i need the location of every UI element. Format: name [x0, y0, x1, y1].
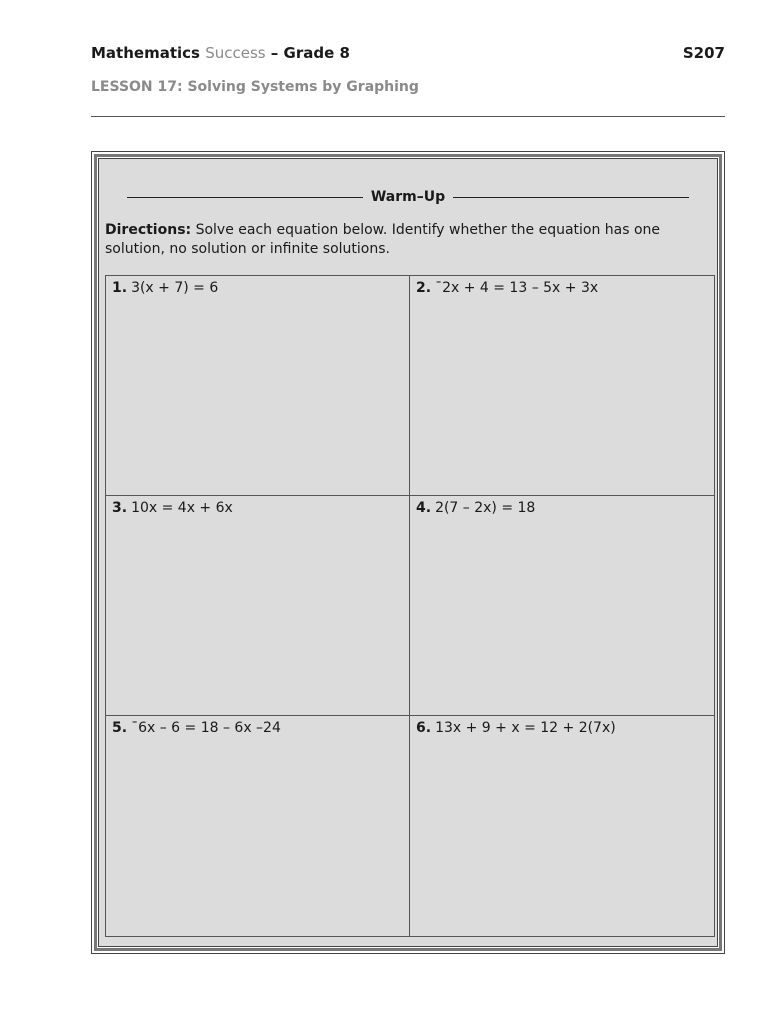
problem-equation: ¯2x + 4 = 13 – 5x + 3x [435, 280, 599, 296]
problem-number: 5. [112, 720, 128, 736]
directions-text: Solve each equation below. Identify whether the equation has one solution, no solution or infinite solutions. [105, 222, 661, 257]
problem-equation: 10x = 4x + 6x [131, 500, 233, 516]
page-header [91, 44, 725, 64]
problem-equation: ¯6x – 6 = 18 – 6x –24 [131, 720, 281, 736]
problem-cell-1[interactable] [106, 276, 410, 496]
problem-cell-5[interactable] [106, 716, 410, 936]
problem-grid [105, 275, 715, 937]
lesson-title: LESSON 17: Solving Systems by Graphing [91, 79, 419, 95]
title-subject: Mathematics [91, 44, 206, 62]
problem-number: 6. [416, 720, 432, 736]
warmup-frame [91, 151, 725, 954]
title-success: Success [205, 44, 266, 62]
directions-label: Directions: [105, 222, 192, 238]
problem-cell-2[interactable] [410, 276, 714, 496]
title-grade: – Grade 8 [265, 44, 350, 62]
warmup-frame-border [94, 154, 722, 951]
header-divider [91, 116, 725, 117]
heading-rule-right [453, 197, 689, 198]
problem-equation: 3(x + 7) = 6 [131, 280, 219, 296]
page-code: S207 [682, 44, 725, 62]
warmup-panel [98, 158, 718, 947]
directions [105, 221, 709, 259]
problem-number: 3. [112, 500, 128, 516]
problem-cell-4[interactable] [410, 496, 714, 716]
problem-cell-6[interactable] [410, 716, 714, 936]
warmup-label: Warm–Up [370, 189, 446, 205]
problem-number: 4. [416, 500, 432, 516]
problem-number: 2. [416, 280, 432, 296]
problem-cell-3[interactable] [106, 496, 410, 716]
problem-equation: 13x + 9 + x = 12 + 2(7x) [435, 720, 616, 736]
warmup-heading [127, 187, 689, 207]
problem-equation: 2(7 – 2x) = 18 [435, 500, 536, 516]
page-title [91, 44, 350, 62]
heading-rule-left [127, 197, 363, 198]
problem-number: 1. [112, 280, 128, 296]
